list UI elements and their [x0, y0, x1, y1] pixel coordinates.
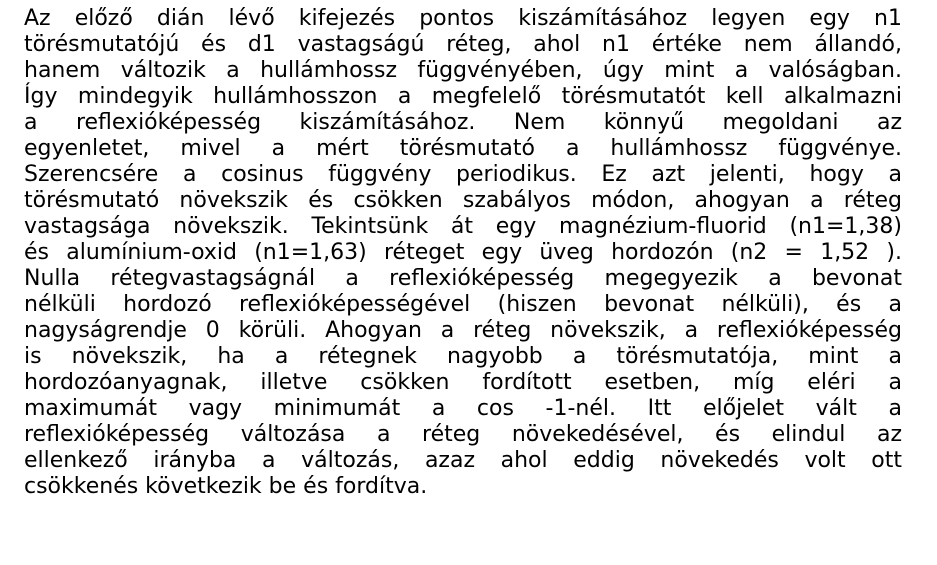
text-line: is növekszik, ha a rétegnek nagyobb a törésmutatója, mint a: [24, 344, 902, 369]
slide-body-text: [24, 6, 902, 500]
text-line: törésmutató növekszik és csökken szabályos módon, ahogyan a réteg: [24, 188, 902, 213]
text-line: vastagsága növekszik. Tekintsünk át egy magnézium-fluorid (n1=1,38): [24, 214, 902, 239]
text-line: ellenkező irányba a változás, azaz ahol eddig növekedés volt ott: [24, 448, 902, 473]
text-line: a reflexióképesség kiszámításához. Nem könnyű megoldani az: [24, 110, 902, 135]
text-line: Nulla rétegvastagságnál a reflexióképesség megegyezik a bevonat: [24, 266, 902, 291]
text-line: egyenletet, mivel a mért törésmutató a hullámhossz függvénye.: [24, 136, 902, 161]
text-line: Így mindegyik hullámhosszon a megfelelő törésmutatót kell alkalmazni: [24, 84, 902, 109]
text-line: és alumínium-oxid (n1=1,63) réteget egy üveg hordozón (n2 = 1,52 ).: [24, 240, 902, 265]
text-line: nagyságrendje 0 körüli. Ahogyan a réteg növekszik, a reflexióképesség: [24, 318, 902, 343]
text-line: reflexióképesség változása a réteg növekedésével, és elindul az: [24, 422, 902, 447]
text-line: Az előző dián lévő kifejezés pontos kiszámításához legyen egy n1: [24, 6, 902, 31]
text-line: maximumát vagy minimumát a cos -1-nél. Itt előjelet vált a: [24, 396, 902, 421]
text-line: Szerencsére a cosinus függvény periodikus. Ez azt jelenti, hogy a: [24, 162, 902, 187]
text-line: hanem változik a hullámhossz függvényében, úgy mint a valóságban.: [24, 58, 902, 83]
text-line: törésmutatójú és d1 vastagságú réteg, ahol n1 értéke nem állandó,: [24, 32, 902, 57]
text-line: hordozóanyagnak, illetve csökken fordított esetben, míg eléri a: [24, 370, 902, 395]
text-line: nélküli hordozó reflexióképességével (hiszen bevonat nélküli), és a: [24, 292, 902, 317]
text-line: csökkenés következik be és fordítva.: [24, 474, 428, 499]
